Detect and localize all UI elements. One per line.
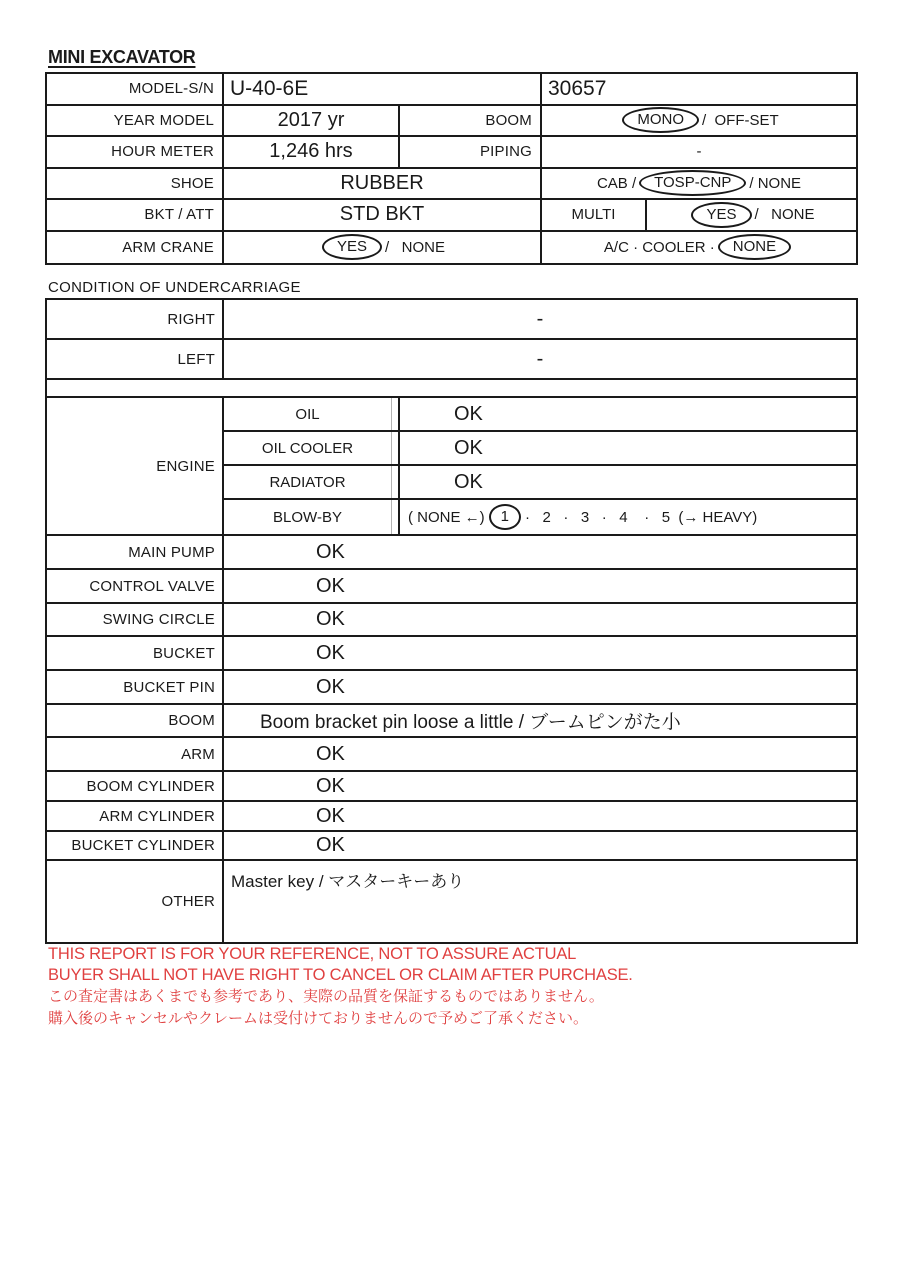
disclaimer-line-1: THIS REPORT IS FOR YOUR REFERENCE, NOT TO ASSURE ACTUAL: [48, 945, 577, 963]
cab-prefix: CAB /: [596, 174, 637, 192]
control-valve-value: OK: [316, 574, 345, 597]
bucket-pin-label: BUCKET PIN: [47, 671, 224, 703]
model-sn-label: MODEL-S/N: [47, 74, 224, 106]
arm-crane-label: ARM CRANE: [47, 232, 224, 264]
bucket-cylinder-label: BUCKET CYLINDER: [47, 832, 224, 859]
boom-rest: / OFF-SET: [702, 111, 779, 129]
right-label: RIGHT: [47, 300, 224, 338]
piping-value: -: [542, 137, 856, 169]
undercarriage-heading: CONDITION OF UNDERCARRIAGE: [48, 279, 301, 296]
bkt-att-label: BKT / ATT: [47, 200, 224, 232]
bucket-pin-value: OK: [316, 675, 345, 698]
hour-meter-label: HOUR METER: [47, 137, 224, 169]
cab-selected-circle: TOSP-CNP: [639, 170, 746, 196]
radiator-label: RADIATOR: [224, 466, 392, 498]
ac-cooler-value: [542, 232, 856, 264]
bucket-cylinder-row: [47, 832, 856, 861]
other-row: [47, 861, 856, 942]
disclaimer-line-2: BUYER SHALL NOT HAVE RIGHT TO CANCEL OR CLAIM AFTER PURCHASE.: [48, 966, 633, 984]
undercarriage-left-row: [47, 340, 856, 380]
boom-condition-label: BOOM: [47, 705, 224, 736]
engine-block: [47, 398, 856, 536]
multi-cell: [542, 200, 856, 232]
engine-blow-by-row: [224, 500, 856, 534]
disclaimer-line-4: 購入後のキャンセルやクレームは受付けておりませんので予めご了承ください。: [48, 1009, 589, 1027]
bucket-pin-row: [47, 671, 856, 705]
arm-crane-selected-circle: YES: [322, 234, 382, 260]
control-valve-label: CONTROL VALVE: [47, 570, 224, 602]
condition-table: [45, 298, 858, 944]
engine-rows: [224, 398, 856, 534]
engine-label: ENGINE: [47, 398, 224, 534]
boom-cylinder-label: BOOM CYLINDER: [47, 772, 224, 800]
swing-circle-label: SWING CIRCLE: [47, 604, 224, 635]
blow-by-label: BLOW-BY: [224, 500, 392, 534]
bkt-att-value: STD BKT: [224, 200, 542, 232]
bucket-row: [47, 637, 856, 671]
disclaimer-line-3: この査定書はあくまでも参考であり、実際の品質を保証するものではありません。: [48, 988, 604, 1005]
year-model-value: 2017 yr: [224, 106, 400, 138]
other-value: Master key / マスターキーあり: [231, 872, 465, 891]
engine-oil-cooler-row: [224, 432, 856, 466]
ac-cooler-selected-circle: NONE: [718, 234, 791, 260]
bucket-value: OK: [316, 641, 345, 664]
oil-value: OK: [398, 398, 856, 430]
boom-condition-value: Boom bracket pin loose a little / ブームピンがた小: [260, 712, 681, 733]
engine-oil-row: [224, 398, 856, 432]
multi-selected-circle: YES: [691, 202, 751, 228]
arm-cylinder-label: ARM CYLINDER: [47, 802, 224, 830]
blow-by-selected-circle: 1: [489, 504, 521, 530]
boom-cylinder-row: [47, 772, 856, 802]
shoe-label: SHOE: [47, 169, 224, 201]
engine-radiator-row: [224, 466, 856, 500]
blow-by-value: [398, 500, 856, 534]
boom-row: [47, 705, 856, 738]
main-pump-value: OK: [316, 540, 345, 563]
arm-cylinder-row: [47, 802, 856, 832]
arm-crane-value: [224, 232, 542, 264]
multi-rest: / NONE: [754, 206, 815, 224]
bucket-cylinder-value: OK: [316, 834, 345, 856]
boom-cylinder-value: OK: [316, 774, 345, 797]
swing-circle-row: [47, 604, 856, 637]
hour-meter-value: 1,246 hrs: [224, 137, 400, 169]
oil-label: OIL: [224, 398, 392, 430]
cab-rest: / NONE: [749, 174, 802, 192]
right-value: -: [536, 307, 544, 330]
spacer-row: [47, 380, 856, 398]
model-value: U-40-6E: [224, 74, 542, 106]
cab-value: [542, 169, 856, 201]
undercarriage-right-row: [47, 300, 856, 340]
ac-cooler-prefix: A/C · COOLER ·: [603, 238, 715, 256]
arm-crane-rest: / NONE: [385, 238, 446, 256]
control-valve-row: [47, 570, 856, 604]
arm-value: OK: [316, 742, 345, 765]
arm-label: ARM: [47, 738, 224, 770]
page-title: MINI EXCAVATOR: [48, 47, 196, 67]
oil-cooler-label: OIL COOLER: [224, 432, 392, 464]
spec-table: [45, 72, 858, 265]
boom-label: BOOM: [400, 106, 542, 138]
year-model-label: YEAR MODEL: [47, 106, 224, 138]
arm-cylinder-value: OK: [316, 804, 345, 827]
main-pump-label: MAIN PUMP: [47, 536, 224, 568]
disclaimer-block: [48, 944, 633, 1029]
blow-by-prefix: ( NONE ←): [408, 508, 485, 526]
left-label: LEFT: [47, 340, 224, 378]
multi-label: MULTI: [542, 200, 647, 230]
other-label: OTHER: [47, 861, 224, 942]
blow-by-scale: · 2 · 3 · 4 · 5: [525, 508, 671, 526]
bucket-label: BUCKET: [47, 637, 224, 669]
blow-by-suffix: (→ HEAVY): [670, 508, 758, 526]
oil-cooler-value: OK: [398, 432, 856, 464]
main-pump-row: [47, 536, 856, 570]
radiator-value: OK: [398, 466, 856, 498]
arm-row: [47, 738, 856, 772]
boom-selected-circle: MONO: [622, 107, 699, 133]
shoe-value: RUBBER: [224, 169, 542, 201]
left-value: -: [536, 347, 544, 370]
swing-circle-value: OK: [316, 608, 345, 630]
boom-value: [542, 106, 856, 138]
piping-label: PIPING: [400, 137, 542, 169]
serial-value: 30657: [542, 74, 856, 106]
multi-value: [647, 205, 856, 225]
